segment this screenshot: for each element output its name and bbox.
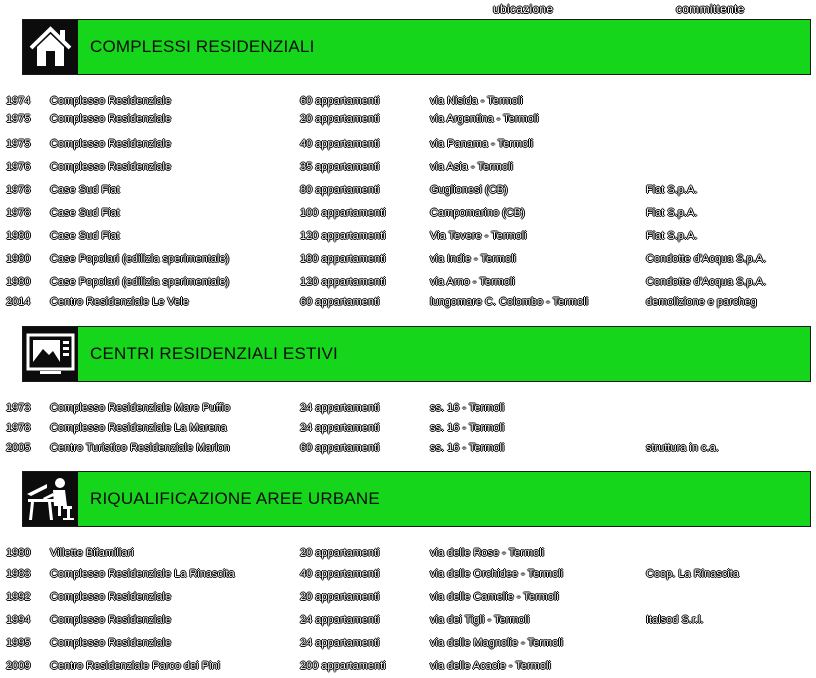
row-units: 80 appartamenti <box>300 184 380 196</box>
row-year: 1995 <box>6 637 31 649</box>
row-year: 2014 <box>6 296 31 308</box>
row-units: 35 appartamenti <box>300 161 380 173</box>
row-description: Case Popolari (edilizia sperimentale) <box>50 276 230 288</box>
table-row <box>0 159 816 175</box>
row-client: Coop. La Rinascita <box>646 568 739 580</box>
table-row <box>0 589 816 605</box>
row-units: 24 appartamenti <box>300 614 380 626</box>
row-year: 1983 <box>6 568 31 580</box>
row-year: 1980 <box>6 547 31 559</box>
row-location: via delle Orchidee - Termoli <box>430 568 564 580</box>
table-row <box>0 635 816 651</box>
table-row <box>0 182 816 198</box>
table-row <box>0 294 816 310</box>
row-location: via Panama - Termoli <box>430 138 534 150</box>
table-row <box>0 111 816 127</box>
row-description: Complesso Residenziale Mare Puffio <box>50 402 231 414</box>
row-description: Complesso Residenziale <box>50 161 172 173</box>
row-units: 24 appartamenti <box>300 402 380 414</box>
row-location: via delle Camelie - Termoli <box>430 591 559 603</box>
row-description: Complesso Residenziale La Marena <box>50 422 227 434</box>
table-row <box>0 136 816 152</box>
table-row <box>0 228 816 244</box>
row-units: 60 appartamenti <box>300 442 380 454</box>
row-units: 24 appartamenti <box>300 422 380 434</box>
row-location: via dei Tigli - Termoli <box>430 614 530 626</box>
table-row <box>0 440 816 456</box>
house-icon <box>23 20 78 74</box>
row-description: Villette Bifamiliari <box>50 547 134 559</box>
row-year: 1973 <box>6 402 31 414</box>
row-description: Complesso Residenziale <box>50 138 172 150</box>
row-client: struttura in c.a. <box>646 442 719 454</box>
person-at-desk-icon <box>23 472 78 526</box>
row-location: via Indie - Termoli <box>430 253 516 265</box>
row-year: 2005 <box>6 442 31 454</box>
row-location: lungomare C. Colombo - Termoli <box>430 296 589 308</box>
row-client: Fiat S.p.A. <box>646 184 698 196</box>
section-title: CENTRI RESIDENZIALI ESTIVI <box>90 344 338 363</box>
row-location: ss. 16 - Termoli <box>430 402 505 414</box>
row-location: via Arno - Termoli <box>430 276 515 288</box>
row-location: via Asia - Termoli <box>430 161 513 173</box>
row-client: Condotte d'Acqua S.p.A. <box>646 276 767 288</box>
row-units: 120 appartamenti <box>300 276 386 288</box>
table-row <box>0 251 816 267</box>
section-title: COMPLESSI RESIDENZIALI <box>90 37 315 56</box>
table-row <box>0 274 816 290</box>
row-units: 180 appartamenti <box>300 253 386 265</box>
row-units: 40 appartamenti <box>300 138 380 150</box>
row-description: Complesso Residenziale <box>50 637 172 649</box>
row-units: 100 appartamenti <box>300 207 386 219</box>
row-units: 20 appartamenti <box>300 113 380 125</box>
row-description: Centro Turistico Residenziale Marlon <box>50 442 230 454</box>
table-row <box>0 566 816 582</box>
row-year: 1975 <box>6 113 31 125</box>
row-description: Case Sud Fiat <box>50 230 120 242</box>
computer-screen-icon <box>23 327 78 381</box>
row-description: Complesso Residenziale <box>50 591 172 603</box>
row-year: 1974 <box>6 95 31 107</box>
table-row <box>0 420 816 436</box>
row-location: Guglionesi (CB) <box>430 184 508 196</box>
row-units: 20 appartamenti <box>300 591 380 603</box>
table-row <box>0 400 816 416</box>
row-location: via delle Acacie - Termoli <box>430 660 551 672</box>
row-location: via Argentina - Termoli <box>430 113 539 125</box>
row-description: Complesso Residenziale <box>50 95 172 107</box>
row-client: Fiat S.p.A. <box>646 230 698 242</box>
row-year: 1980 <box>6 230 31 242</box>
row-location: ss. 16 - Termoli <box>430 442 505 454</box>
row-units: 200 appartamenti <box>300 660 386 672</box>
row-description: Complesso Residenziale <box>50 113 172 125</box>
row-year: 1978 <box>6 422 31 434</box>
row-location: Campomarino (CB) <box>430 207 525 219</box>
section-header-estivi <box>22 326 811 382</box>
table-row <box>0 93 816 109</box>
column-header-location: ubicazione <box>493 2 554 16</box>
row-description: Complesso Residenziale La Rinascita <box>50 568 235 580</box>
row-units: 120 appartamenti <box>300 230 386 242</box>
section-header-complessi <box>22 19 811 75</box>
table-row <box>0 658 816 674</box>
row-units: 60 appartamenti <box>300 296 380 308</box>
row-units: 20 appartamenti <box>300 547 380 559</box>
row-year: 1994 <box>6 614 31 626</box>
row-client: demolizione e parcheg <box>646 296 757 308</box>
row-description: Centro Residenziale Parco dei Pini <box>50 660 220 672</box>
row-client: Fiat S.p.A. <box>646 207 698 219</box>
row-description: Case Popolari (edilizia sperimentale) <box>50 253 230 265</box>
row-year: 1978 <box>6 207 31 219</box>
table-row <box>0 545 816 561</box>
row-year: 2009 <box>6 660 31 672</box>
row-location: Via Tevere - Termoli <box>430 230 527 242</box>
column-header-client: committente <box>676 2 745 16</box>
row-location: via Nisida - Termoli <box>430 95 523 107</box>
row-year: 1980 <box>6 253 31 265</box>
section-title: RIQUALIFICAZIONE AREE URBANE <box>90 489 380 508</box>
row-year: 1992 <box>6 591 31 603</box>
row-year: 1976 <box>6 161 31 173</box>
row-units: 60 appartamenti <box>300 95 380 107</box>
row-client: Italsod S.r.l. <box>646 614 704 626</box>
row-description: Case Sud Fiat <box>50 207 120 219</box>
row-description: Case Sud Fiat <box>50 184 120 196</box>
row-location: via delle Rose - Termoli <box>430 547 545 559</box>
row-location: via delle Magnolie - Termoli <box>430 637 564 649</box>
row-location: ss. 16 - Termoli <box>430 422 505 434</box>
row-description: Centro Residenziale Le Vele <box>50 296 189 308</box>
row-year: 1978 <box>6 184 31 196</box>
row-units: 24 appartamenti <box>300 637 380 649</box>
row-year: 1980 <box>6 276 31 288</box>
row-units: 40 appartamenti <box>300 568 380 580</box>
row-year: 1975 <box>6 138 31 150</box>
row-client: Condotte d'Acqua S.p.A. <box>646 253 767 265</box>
table-row <box>0 205 816 221</box>
section-header-riqualificazione <box>22 471 811 527</box>
row-description: Complesso Residenziale <box>50 614 172 626</box>
table-row <box>0 612 816 628</box>
